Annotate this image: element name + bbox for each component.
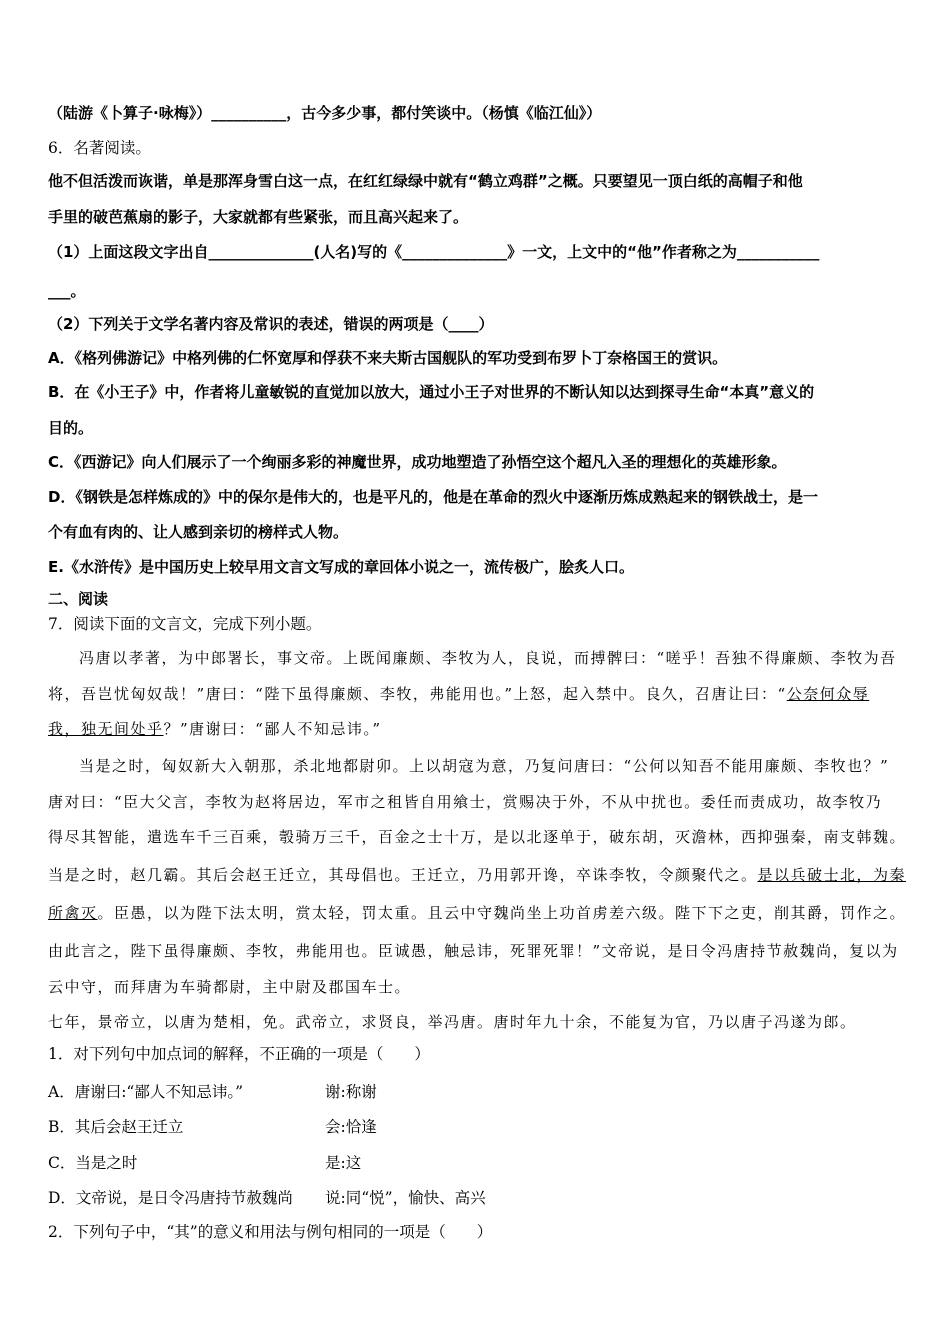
passage-p1-line-3 (48, 719, 918, 739)
passage-p1-line-3-text: ？”唐谢曰：“鄙人不知忌讳。” (163, 720, 382, 738)
passage-p1-line-2-text: 将，吾岂忧匈奴哉！”唐曰：“陛下虽得廉颇、李牧，弗能用也。”上怒，起入禁中。良久，召唐让曰：“ (48, 685, 787, 703)
poem-fill-part2: ，古今多少事，都付笑谈中。（杨慎《临江仙》） (286, 104, 602, 122)
q6-sub2: （2）下列关于文学名著内容及常识的表述，错误的两项是（____） (48, 315, 494, 333)
underlined-sentence-1b: 我，独无间处乎 (48, 720, 164, 738)
q6-sub1-line-2: ___。 (48, 282, 86, 300)
passage-p2-line-4-text: 当是之时，赵几霸。其后会赵王迁立，其母倡也。王迁立，乃用郭开谗，卒诛李牧，令颜聚代之。 (48, 866, 758, 884)
option-d-answer: 说:同“悦”，愉快、高兴 (325, 1189, 486, 1207)
option-a-label: A．唐谢曰:“鄙人不知忌讳。” (48, 1083, 244, 1101)
q6-sub1-line-1: （1）上面这段文字出自______________(人名)写的《______________》一文，上文中的“他”作者称之为___________ (48, 243, 820, 261)
passage-p2-line-1: 当是之时，匈奴新大入朝那，杀北地都尉卯。上以胡寇为意，乃复问唐曰：“公何以知吾不能用廉颇、李牧也？” (79, 757, 890, 775)
subquestion-1: 1．对下列句中加点词的解释，不正确的一项是（ ） (48, 1045, 430, 1063)
poem-fill-part1: （陆游《卜算子·咏梅》） (48, 104, 212, 122)
option-c-answer: 是:这 (325, 1154, 362, 1172)
q6-passage-line-1: 他不但活泼而诙谐，单是那浑身雪白这一点，在红红绿绿中就有“鹤立鸡群”之概。只要望见一顶白纸的高帽子和他 (48, 172, 803, 190)
passage-p2-line-5 (48, 903, 918, 923)
q6-option-d-line-1: D．《钢铁是怎样炼成的》中的保尔是伟大的，也是平凡的，他是在革命的烈火中逐渐历炼成熟起来的钢铁战士，是一 (48, 488, 818, 506)
passage-p1-line-2 (48, 684, 918, 704)
q7-intro: 7．阅读下面的文言文，完成下列小题。 (48, 615, 322, 633)
option-b-label: B．其后会赵王迁立 (48, 1118, 184, 1136)
passage-p2-line-3: 得尽其智能，遣选车千三百乘，彀骑万三千，百金之士十万，是以北逐单于，破东胡，灭澹林，西抑强秦，南支韩魏。 (48, 828, 907, 846)
subquestion-2: 2．下列句子中，“其”的意义和用法与例句相同的一项是（ ） (48, 1223, 493, 1241)
option-b-answer: 会:恰逢 (325, 1118, 377, 1136)
passage-p3: 七年，景帝立，以唐为楚相，免。武帝立，求贤良，举冯唐。唐时年九十余，不能复为官，乃以唐子冯遂为郎。 (48, 1013, 857, 1031)
q6-option-a: A．《格列佛游记》中格列佛的仁怀宽厚和俘获不来夫斯古国舰队的军功受到布罗卜丁奈格国王的赏识。 (48, 349, 728, 367)
underlined-sentence-2b: 所禽灭 (48, 904, 98, 922)
q6-title: 6．名著阅读。 (48, 139, 151, 157)
section-heading: 二、阅读 (48, 590, 109, 608)
option-c-label: C．当是之时 (48, 1154, 138, 1172)
passage-p2-line-6: 由此言之，陛下虽得廉颇、李牧，弗能用也。臣诚愚，触忌讳，死罪死罪！”文帝说，是日令冯唐持节赦魏尚，复以为 (48, 942, 899, 960)
q6-option-b-line-1: B．在《小王子》中，作者将儿童敏锐的直觉加以放大，通过小王子对世界的不断认知以达到探寻生命“本真”意义的 (48, 383, 815, 401)
passage-p2-line-7: 云中守，而拜唐为车骑都尉，主中尉及郡国车士。 (48, 978, 412, 996)
q6-option-c: C．《西游记》向人们展示了一个绚丽多彩的神魔世界，成功地塑造了孙悟空这个超凡入圣的理想化的英雄形象。 (48, 453, 787, 471)
poem-fill-line (48, 103, 918, 123)
option-a-answer: 谢:称谢 (325, 1083, 377, 1101)
poem-fill-blank: __________ (211, 104, 287, 122)
passage-p2-line-5-text: 。臣愚，以为陛下法太明，赏太轻，罚太重。且云中守魏尚坐上功首虏差六级。陛下下之吏，削其爵，罚作之。 (97, 904, 907, 922)
passage-p2-line-4 (48, 865, 918, 885)
underlined-sentence-1a: 公奈何众辱 (786, 685, 870, 703)
underlined-sentence-2a: 是以兵破士北，为秦 (757, 866, 907, 884)
q6-passage-line-2: 手里的破芭蕉扇的影子，大家就都有些紧张，而且高兴起来了。 (48, 208, 469, 226)
passage-p1-line-1: 冯唐以孝著，为中郎署长，事文帝。上既闻廉颇、李牧为人，良说，而搏髀曰：“嗟乎！吾独不得廉颇、李牧为吾 (79, 649, 897, 667)
option-d-label: D．文帝说，是日令冯唐持节赦魏尚 (48, 1189, 293, 1207)
q6-option-b-line-2: 目的。 (48, 419, 94, 437)
q6-option-e: E.《水浒传》是中国历史上较早用文言文写成的章回体小说之一，流传极广，脍炙人口。 (48, 558, 634, 576)
q6-option-d-line-2: 个有血有肉的、让人感到亲切的榜样式人物。 (48, 523, 349, 541)
passage-p2-line-2: 唐对曰：“臣大父言，李牧为赵将居边，军市之租皆自用飨士，赏赐决于外，不从中扰也。委任而责成功，故李牧乃 (48, 793, 883, 811)
